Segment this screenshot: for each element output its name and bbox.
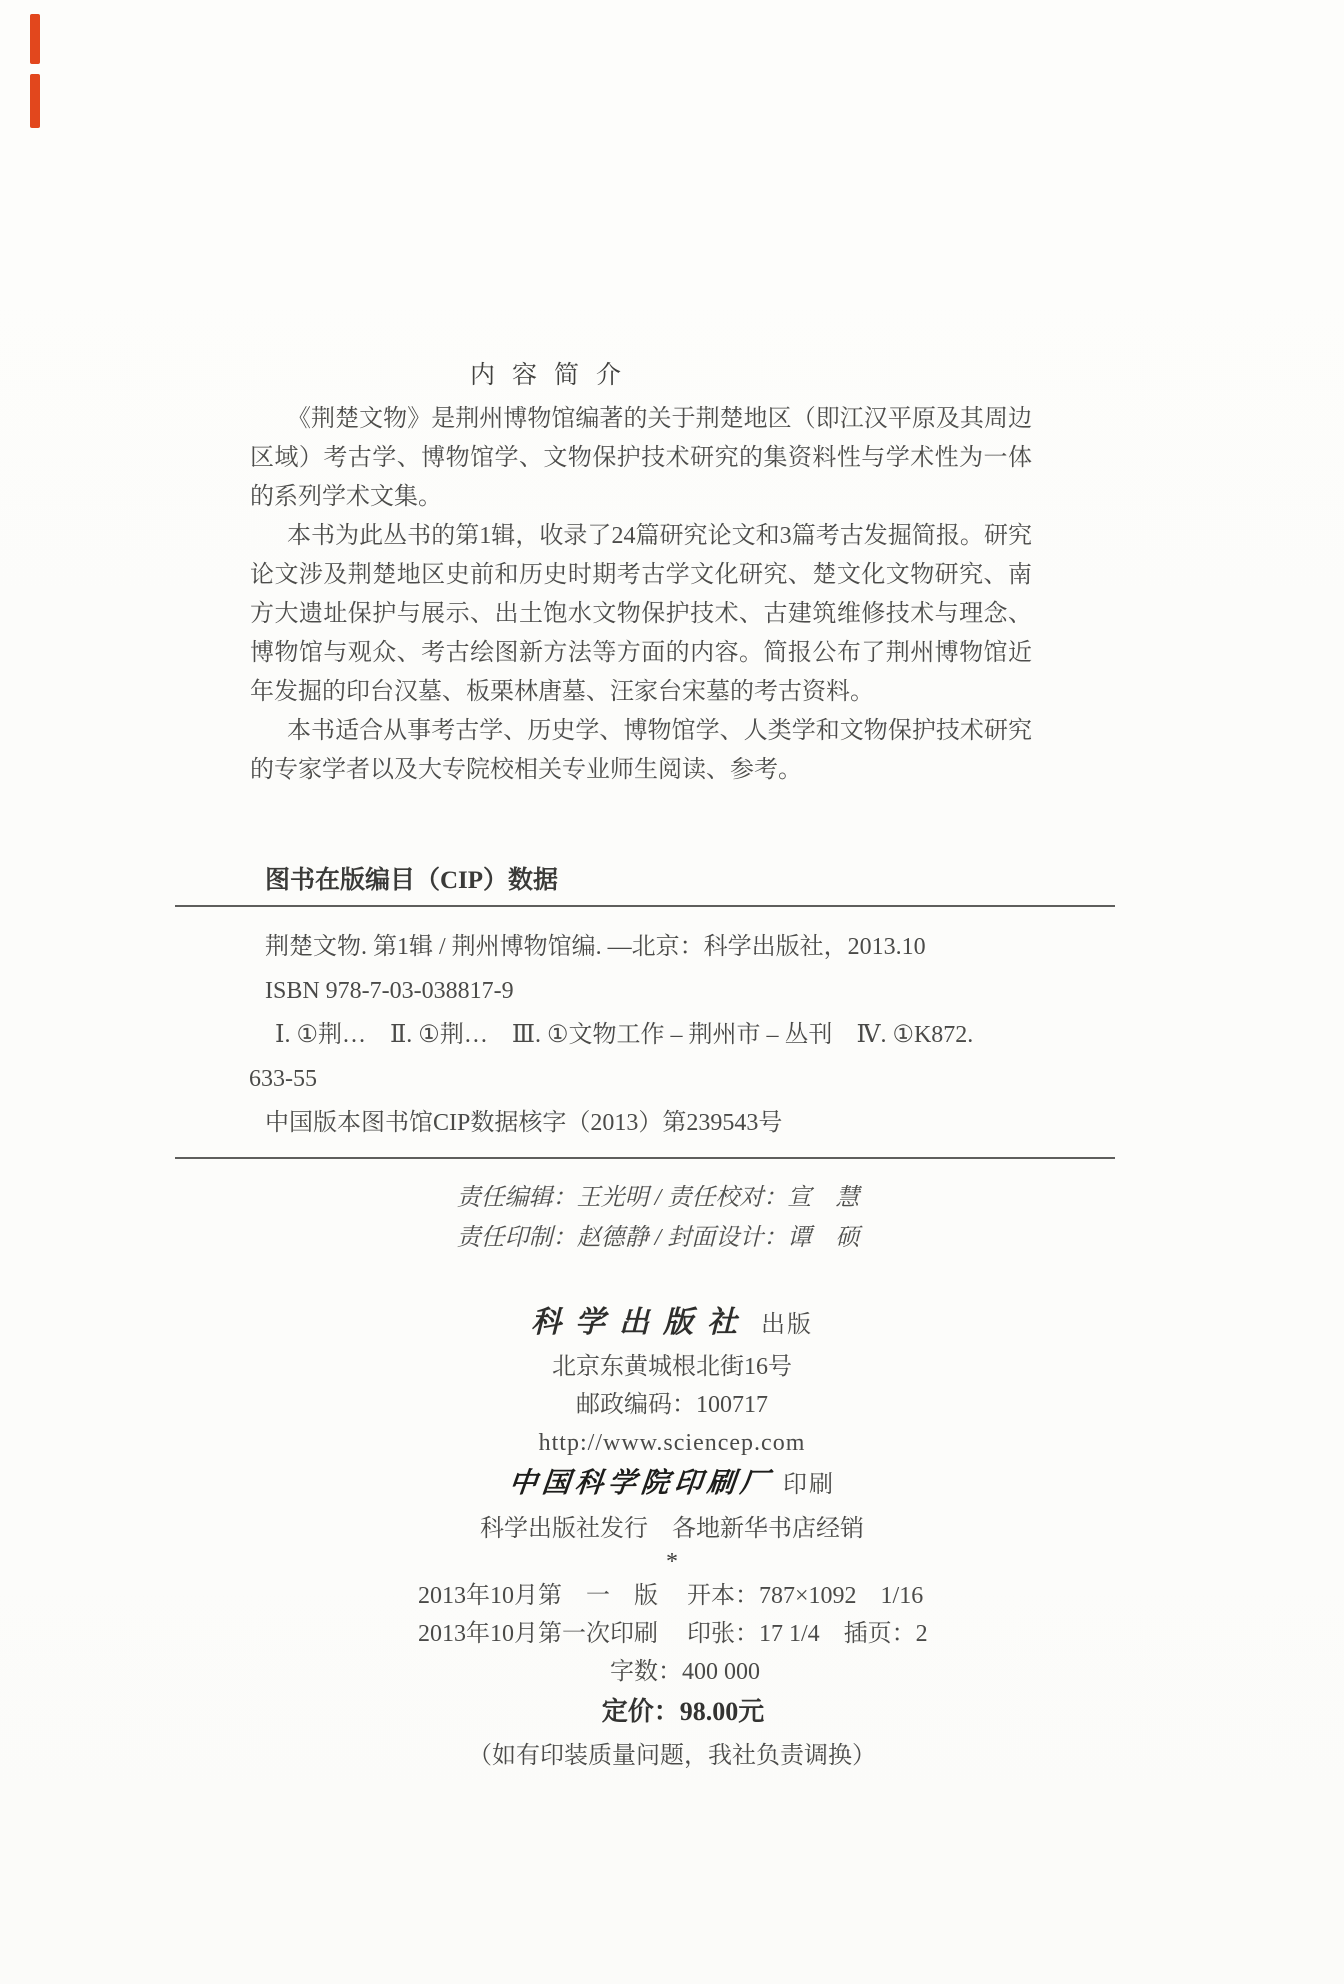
distribution-line: 科学出版社发行 各地新华书店经销 xyxy=(480,1516,864,1542)
price: 定价：98.00元 xyxy=(601,1697,765,1726)
red-edge-mark-icon xyxy=(30,14,40,64)
intro-section xyxy=(250,400,1032,790)
section-separator-asterisk: * xyxy=(666,1549,678,1575)
publish-label: 出版 xyxy=(761,1312,813,1338)
cip-isbn: ISBN 978-7-03-038817-9 xyxy=(265,978,514,1004)
edition-row-1 xyxy=(402,1577,942,1615)
cip-title-line: 荆楚文物. 第1辑 / 荆州博物馆编. —北京：科学出版社，2013.10 xyxy=(265,934,926,960)
credits-line-editor: 责任编辑：王光明 / 责任校对：宣 慧 xyxy=(456,1185,860,1211)
publisher-name-line xyxy=(0,1303,1344,1348)
intro-paragraph-2: 本书为此丛书的第1辑，收录了24篇研究论文和3篇考古发掘简报。研究论文涉及荆楚地区史前和历史时期考古学文化研究、楚文化文物研究、南方大遗址保护与展示、出土饱水文物保护技术、古建筑维修技术与理念、博物馆与观众、考古绘图新方法等方面的内容。简报公布了荆州博物馆近年发掘的印台汉墓、板栗林唐墓、汪家台宋墓的考古资料。 xyxy=(250,523,1032,705)
cip-body xyxy=(175,907,1115,1145)
format-spec: 开本：787×1092 1/16 xyxy=(687,1583,924,1609)
cip-data-block xyxy=(175,865,1115,1159)
quality-note: （如有印装质量问题，我社负责调换） xyxy=(468,1743,876,1769)
credits-section xyxy=(0,1178,1316,1258)
page-title: 内容简介 xyxy=(470,361,639,389)
publisher-address: 北京东黄城根北街16号 xyxy=(552,1354,792,1380)
cip-record-number: 中国版本图书馆CIP数据核字（2013）第239543号 xyxy=(265,1110,783,1136)
publisher-postcode: 邮政编码：100717 xyxy=(576,1392,768,1418)
edition-row-2 xyxy=(402,1615,942,1653)
edition-date: 2013年10月第 一 版 xyxy=(418,1583,658,1609)
cip-classification-continued: 633-55 xyxy=(249,1066,317,1092)
intro-paragraph-3: 本书适合从事考古学、历史学、博物馆学、人类学和文物保护技术研究的专家学者以及大专院校相关专业师生阅读、参考。 xyxy=(250,718,1032,783)
publisher-section xyxy=(0,1303,1344,1576)
cip-classification: Ⅰ. ①荆… Ⅱ. ①荆… Ⅲ. ①文物工作 – 荆州市 – 丛刊 Ⅳ. ①K872. xyxy=(275,1022,974,1048)
publisher-logotype: 科学出版社 xyxy=(531,1306,751,1339)
edition-section xyxy=(402,1577,942,1775)
printer-logotype: 中国科学院印刷厂 xyxy=(507,1468,775,1499)
divider-line-bottom xyxy=(175,1157,1115,1159)
intro-paragraph-1: 《荆楚文物》是荆州博物馆编著的关于荆楚地区（即江汉平原及其周边区域）考古学、博物馆学、文物保护技术研究的集资料性与学术性为一体的系列学术文集。 xyxy=(250,406,1032,510)
sheets-spec: 印张：17 1/4 插页：2 xyxy=(687,1621,928,1647)
printer-line xyxy=(0,1462,1344,1510)
word-count: 字数：400 000 xyxy=(610,1659,760,1685)
cip-header: 图书在版编目（CIP）数据 xyxy=(265,867,559,894)
credits-line-printing: 责任印制：赵德静 / 封面设计：谭 硕 xyxy=(456,1225,860,1251)
red-edge-mark-icon xyxy=(30,74,40,128)
publisher-website: http://www.sciencep.com xyxy=(538,1430,806,1456)
printing-date: 2013年10月第一次印刷 xyxy=(418,1621,658,1647)
red-edge-marks xyxy=(28,12,42,132)
print-label: 印刷 xyxy=(783,1472,835,1498)
